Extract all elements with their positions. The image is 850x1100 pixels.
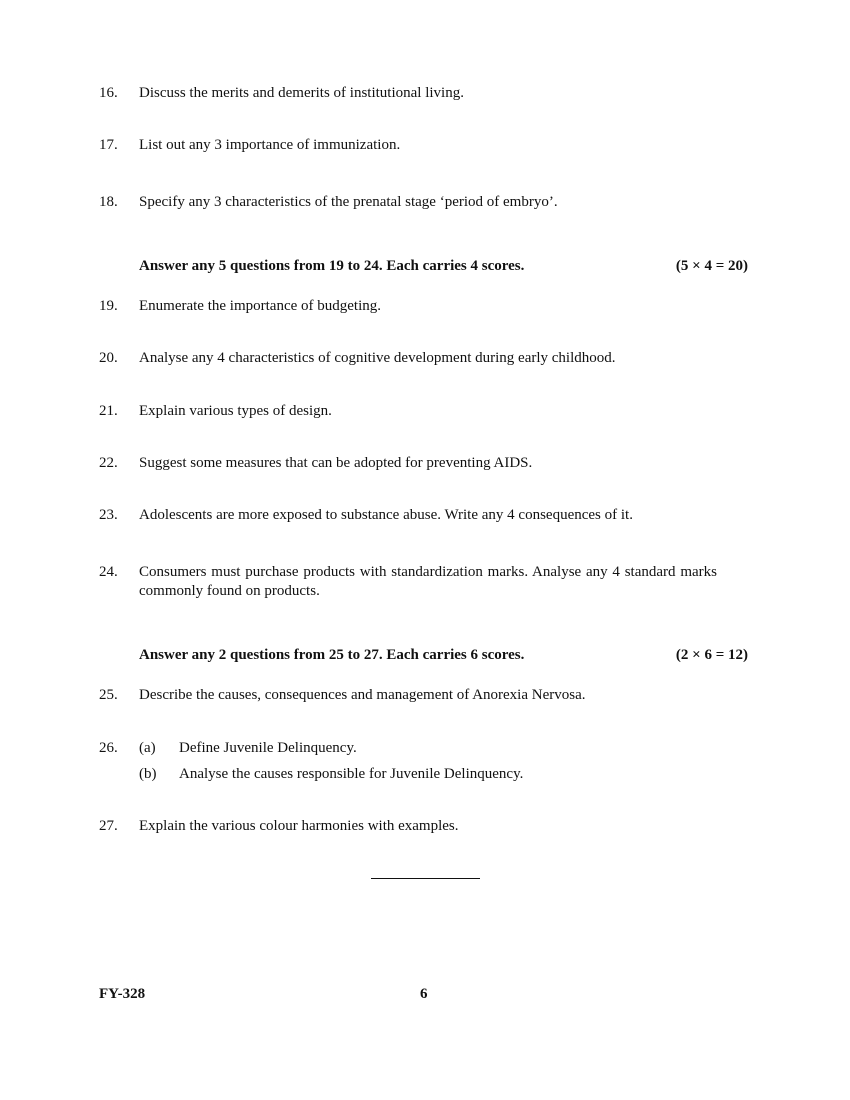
- question-text: Discuss the merits and demerits of institutional living.: [139, 85, 464, 101]
- question-number: 21.: [99, 403, 118, 419]
- question-text: Explain various types of design.: [139, 403, 332, 419]
- question-number: 26.: [99, 740, 118, 756]
- part-label: (b): [139, 766, 157, 782]
- paper-code: FY-328: [99, 986, 146, 1002]
- section-marks: (5 × 4 = 20): [675, 258, 748, 274]
- section-instruction-b: [139, 257, 748, 276]
- part-label: (a): [139, 740, 156, 756]
- question-text: Adolescents are more exposed to substance abuse. Write any 4 consequences of it.: [139, 507, 633, 523]
- question-text: Enumerate the importance of budgeting.: [139, 298, 381, 314]
- question-number: 19.: [99, 298, 118, 314]
- question-number: 25.: [99, 687, 118, 703]
- question-number: 20.: [99, 350, 118, 366]
- question-text: Explain the various colour harmonies with examples.: [139, 818, 459, 834]
- section-instruction-text: Answer any 2 questions from 25 to 27. Each carries 6 scores.: [139, 647, 525, 663]
- part-text: Analyse the causes responsible for Juvenile Delinquency.: [179, 766, 524, 782]
- question-text: Suggest some measures that can be adopted for preventing AIDS.: [139, 455, 533, 471]
- question-text: Specify any 3 characteristics of the prenatal stage ‘period of embryo’.: [139, 194, 558, 210]
- question-number: 16.: [99, 85, 118, 101]
- part-text: Define Juvenile Delinquency.: [179, 740, 357, 756]
- section-instruction-c: [139, 646, 748, 665]
- question-text: Describe the causes, consequences and management of Anorexia Nervosa.: [139, 687, 586, 703]
- question-number: 27.: [99, 818, 118, 834]
- question-text: List out any 3 importance of immunization.: [139, 137, 401, 153]
- section-marks: (2 × 6 = 12): [675, 647, 748, 663]
- end-of-paper-rule: [371, 878, 480, 879]
- question-text: Consumers must purchase products with standardization marks. Analyse any 4 standard marks commonly found on products.: [139, 564, 717, 599]
- question-number: 18.: [99, 194, 118, 210]
- section-instruction-text: Answer any 5 questions from 19 to 24. Each carries 4 scores.: [139, 258, 525, 274]
- page-number: 6: [420, 986, 428, 1002]
- question-number: 24.: [99, 564, 118, 580]
- question-text: Analyse any 4 characteristics of cognitive development during early childhood.: [139, 350, 616, 366]
- question-number: 17.: [99, 137, 118, 153]
- question-number: 22.: [99, 455, 118, 471]
- question-number: 23.: [99, 507, 118, 523]
